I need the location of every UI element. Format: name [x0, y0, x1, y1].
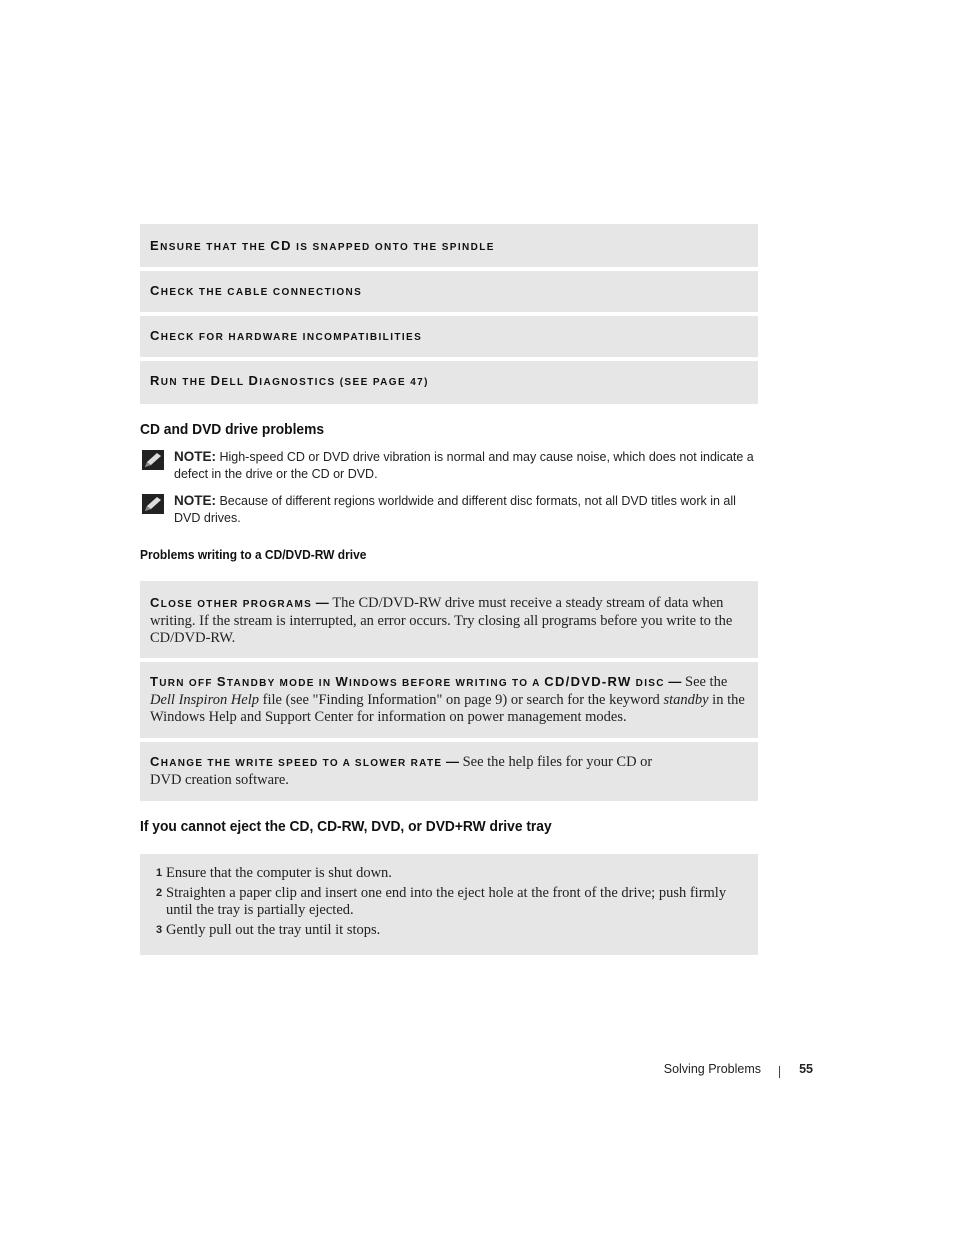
list-item: 1 Ensure that the computer is shut down.: [156, 865, 392, 881]
subsection-title: Problems writing to a CD/DVD-RW drive: [140, 547, 367, 562]
checklist-heading: RUN THE DELL DIAGNOSTICS (SEE PAGE 47): [150, 373, 429, 388]
procedure-body: The CD/DVD-RW drive must receive a steady stream of data when writing. If the stream is interrupted, an error occurs. Try closing all programs before you write to the CD/DVD-RW.: [150, 595, 733, 646]
checklist-item-hardware: [140, 316, 758, 357]
checklist-heading: CHECK FOR HARDWARE INCOMPATIBILITIES: [150, 328, 423, 343]
procedure-title: CHANGE THE WRITE SPEED TO A SLOWER RATE —: [150, 754, 463, 769]
procedure-body: See the Dell Inspiron Help file (see "Finding Information" on page 9) or search for the keyword standby in the Windows Help and Support Center for information on power management modes.: [150, 674, 745, 725]
page-number: 55: [799, 1062, 813, 1076]
checklist-item-spindle: [140, 224, 758, 267]
note-pencil-icon: [142, 450, 164, 470]
section-title: CD and DVD drive problems: [140, 421, 325, 438]
eject-steps-box: [140, 854, 758, 955]
note-pencil-icon: [142, 494, 164, 514]
list-item: 2 Straighten a paper clip and insert one end into the eject hole at the front of the drive; push firmly until the tray is partially ejected.: [156, 885, 727, 918]
procedure-standby: [140, 662, 758, 738]
procedure-write-speed: [140, 742, 758, 801]
list-item: 3 Gently pull out the tray until it stops.: [156, 922, 381, 938]
procedure-body: See the help files for your CD or DVD creation software.: [150, 754, 653, 788]
footer-divider: [779, 1066, 780, 1078]
note-text: NOTE: High-speed CD or DVD drive vibration is normal and may cause noise, which does not indicate a defect in the drive or the CD or DVD.: [174, 449, 754, 481]
eject-steps-list: [150, 865, 746, 939]
note-text: NOTE: Because of different regions worldwide and different disc formats, not all DVD titles work in all DVD drives.: [174, 493, 736, 525]
checklist-heading: CHECK THE CABLE CONNECTIONS: [150, 283, 363, 298]
eject-section-title: If you cannot eject the CD, CD-RW, DVD, or DVD+RW drive tray: [140, 818, 552, 835]
footer-section-name: Solving Problems: [663, 1062, 761, 1076]
note-regions: [142, 492, 762, 528]
page-footer: [600, 1062, 815, 1080]
procedure-close-programs: [140, 581, 758, 658]
procedure-title: TURN OFF STANDBY MODE IN WINDOWS BEFORE WRITING TO A CD/DVD-RW DISC —: [150, 674, 685, 689]
note-vibration: [142, 448, 762, 484]
procedure-title: CLOSE OTHER PROGRAMS —: [150, 595, 333, 610]
checklist-item-diagnostics: [140, 361, 758, 404]
checklist-heading: ENSURE THAT THE CD IS SNAPPED ONTO THE SPINDLE: [150, 238, 495, 253]
checklist-item-cable: [140, 271, 758, 312]
